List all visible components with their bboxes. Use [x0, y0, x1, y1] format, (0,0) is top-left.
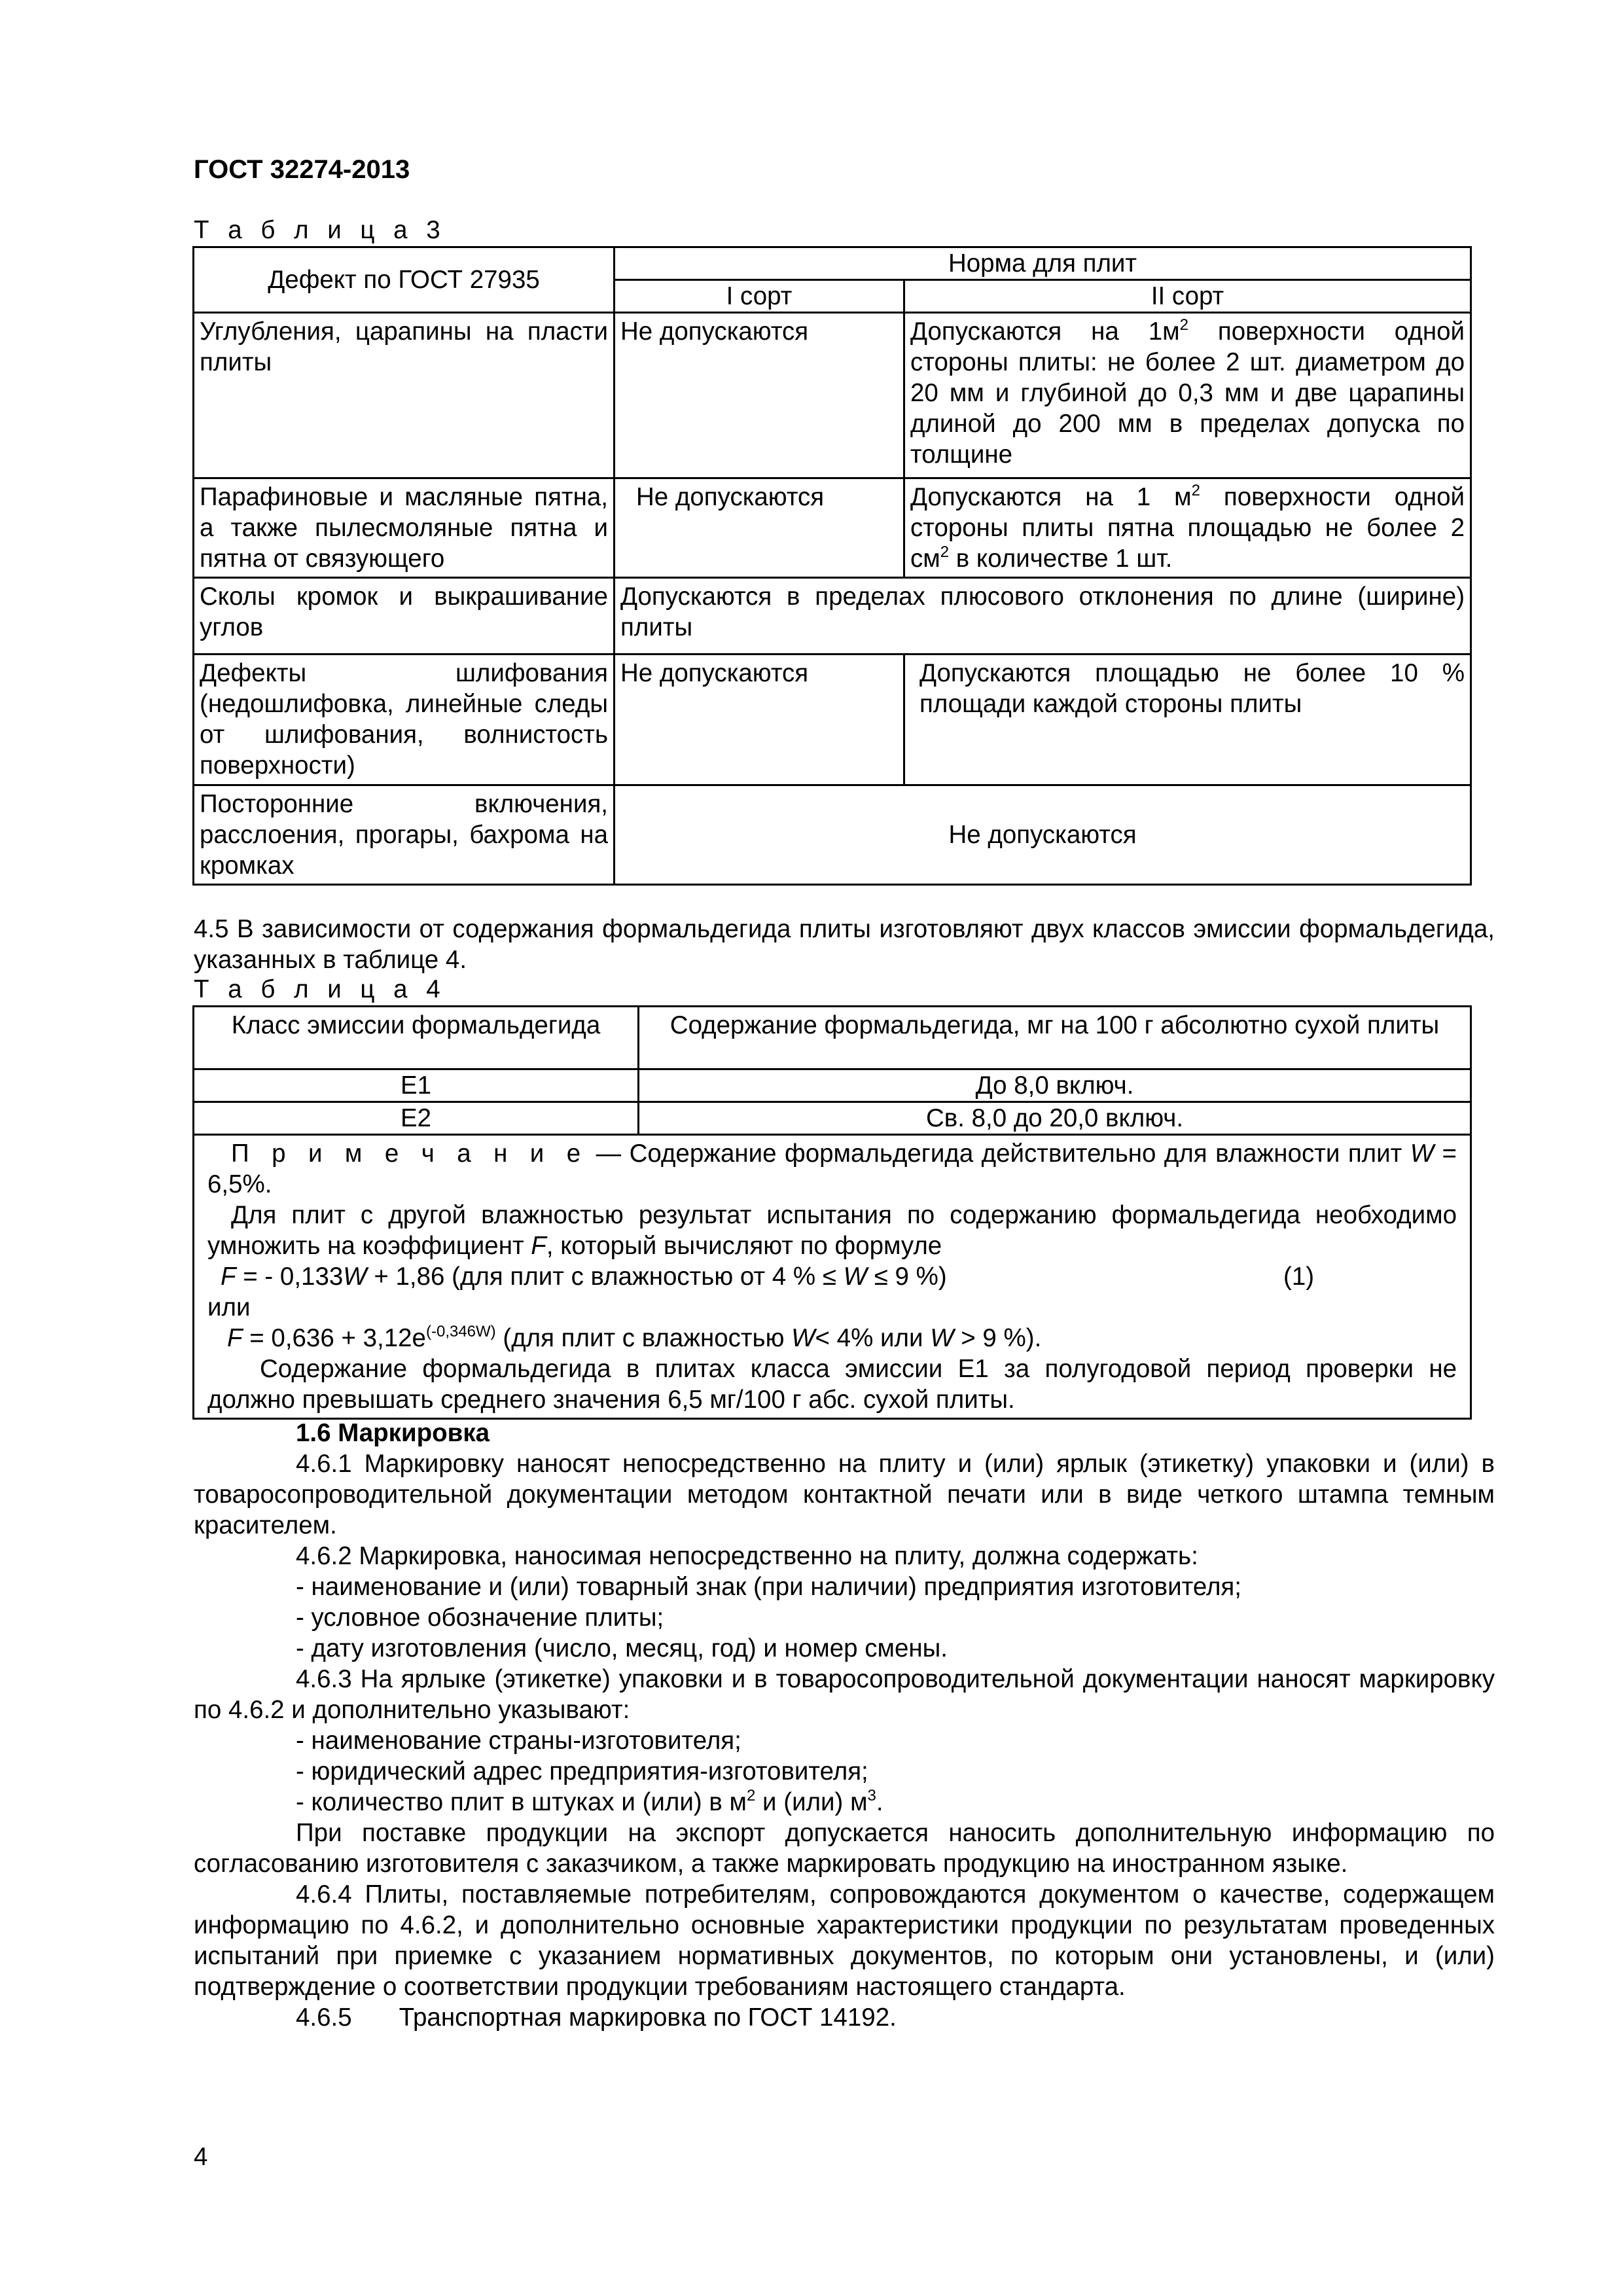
paragraph-4-6-3: 4.6.3 На ярлыке (этикетке) упаковки и в товаросопроводительной документации наносят маркировку по 4.6.2 и дополнительно указывают:: [194, 1665, 1495, 1724]
table3-cell-grade2: Допускаются на $1м^2$ поверхности одной стороны плиты: не более 2 шт. диаметром до 20 мм и глубиной до 0,3 мм и две царапины длиной до 200 мм в пределах допуска по толщине: [904, 313, 1471, 478]
table4: [192, 1005, 1472, 1420]
formula-number: (1): [1283, 1263, 1315, 1291]
section-marking: [194, 1418, 1495, 2033]
table3-header-grade1: I сорт: [615, 280, 904, 313]
table4-header-class: Класс эмиссии формальдегида: [194, 1007, 639, 1069]
table-row: [194, 785, 1471, 885]
paragraph-4-5: 4.5 В зависимости от содержания формальдегида плиты изготовляют двух классов эмиссии формальдегида, указанных в таблице 4.: [194, 915, 1495, 974]
page-number: 4: [194, 2143, 208, 2171]
paragraph-4-6-5: 4.6.5 Транспортная маркировка по ГОСТ 14192.: [296, 2003, 897, 2032]
table-row: [194, 1069, 1471, 1102]
table3-header-defect: Дефект по ГОСТ 27935: [194, 247, 615, 313]
note-line-2: Для плит с другой влажностью результат испытания по содержанию формальдегида необходимо умножить на коэффициент F, который вычисляют по формуле: [207, 1201, 1457, 1260]
note-line-1: П р и м е ч а н и е — Содержание формальдегида действительно для влажности плит W = 6,5%.: [207, 1139, 1457, 1198]
table-row: [194, 655, 1471, 785]
list-item: - юридический адрес предприятия-изготовителя;: [296, 1757, 868, 1785]
formula-2: $F = 0,636 + 3,12e^{(-0,346W)}$ (для плит с влажностью W< 4% или W > 9 %).: [227, 1323, 1042, 1352]
list-item: - дату изготовления (число, месяц, год) и номер смены.: [296, 1634, 948, 1662]
list-item: - наименование и (или) товарный знак (при наличии) предприятия изготовителя;: [296, 1573, 1241, 1601]
table4-caption: Т а б л и ц а 4: [194, 975, 446, 1003]
table3-cell-defect: Сколы кромок и выкрашивание углов: [194, 578, 615, 655]
formula-or: или: [207, 1293, 251, 1321]
table-row: [194, 1102, 1471, 1135]
paragraph-4-6-1: 4.6.1 Маркировку наносят непосредственно на плиту и (или) ярлык (этикетку) упаковки и (или) в товаросопроводительной документации методом контактной печати или в виде четкого штампа темным красителем.: [194, 1450, 1495, 1539]
table3-cell-merged: Допускаются в пределах плюсового отклонения по длине (ширине) плиты: [615, 578, 1471, 655]
table3-cell-defect: Посторонние включения, расслоения, прогары, бахрома на кромках: [194, 785, 615, 885]
table3-cell-defect: Дефекты шлифования (недошлифовка, линейные следы от шлифования, волнистость поверхности): [194, 655, 615, 785]
table-row: [194, 313, 1471, 478]
note-line-3: Содержание формальдегида в плитах класса эмиссии Е1 за полугодовой период проверки не должно превышать среднего значения 6,5 мг/100 г абс. сухой плиты.: [207, 1355, 1457, 1414]
list-item: - количество плит в штуках и (или) в $м^2$ и (или) $м^3$.: [296, 1787, 883, 1816]
table4-cell-value: До 8,0 включ.: [639, 1069, 1471, 1102]
paragraph-4-6-2: 4.6.2 Маркировка, наносимая непосредственно на плиту, должна содержать:: [296, 1542, 1198, 1570]
table4-cell-class: E1: [194, 1069, 639, 1102]
section-heading: 1.6 Маркировка: [296, 1419, 490, 1447]
list-item: - условное обозначение плиты;: [296, 1604, 664, 1632]
table3-header-norm: Норма для плит: [615, 247, 1471, 280]
document-header-title: ГОСТ 32274-2013: [194, 155, 410, 184]
table3-cell-grade1: Не допускаются: [615, 313, 904, 478]
table3-cell-grade2: Допускаются площадью не более 10 % площади каждой стороны плиты: [904, 655, 1471, 785]
table3-cell-defect: Углубления, царапины на пласти плиты: [194, 313, 615, 478]
table-row: [194, 578, 1471, 655]
table3: [192, 246, 1472, 886]
table3-header-grade2: II сорт: [904, 280, 1471, 313]
paragraph-4-6-4: 4.6.4 Плиты, поставляемые потребителям, сопровождаются документом о качестве, содержащем информацию по 4.6.2, и дополнительно основные характеристики продукции по результатам проведенных испытаний при приемке с указанием нормативных документов, по которым они установлены, и (или) подтверждение о соответствии продукции требованиям настоящего стандарта.: [194, 1880, 1495, 2001]
table4-cell-class: E2: [194, 1102, 639, 1135]
table3-cell-grade2: Допускаются на 1 $м^2$ поверхности одной стороны плиты пятна площадью не более 2 $см^2$ в количестве 1 шт.: [904, 478, 1471, 578]
table4-note: [194, 1135, 1471, 1419]
table4-note-row: [194, 1135, 1471, 1419]
table3-cell-grade1: Не допускаются: [615, 478, 904, 578]
table3-cell-defect: Парафиновые и масляные пятна, а также пылесмоляные пятна и пятна от связующего: [194, 478, 615, 578]
formula-1: F = - 0,133W + 1,86 (для плит с влажностью от 4 % ≤ W ≤ 9 %) (1): [221, 1263, 1315, 1291]
table3-cell-merged: Не допускаются: [615, 785, 1471, 885]
table4-header-content: Содержание формальдегида, мг на 100 г абсолютно сухой плиты: [639, 1007, 1471, 1069]
paragraph-export: При поставке продукции на экспорт допускается наносить дополнительную информацию по согласованию изготовителя с заказчиком, а также маркировать продукцию на иностранном языке.: [194, 1819, 1495, 1878]
table3-cell-grade1: Не допускаются: [615, 655, 904, 785]
table4-cell-value: Св. 8,0 до 20,0 включ.: [639, 1102, 1471, 1135]
list-item: - наименование страны-изготовителя;: [296, 1727, 741, 1755]
table-row: [194, 478, 1471, 578]
table3-caption: Т а б л и ц а 3: [194, 216, 446, 244]
